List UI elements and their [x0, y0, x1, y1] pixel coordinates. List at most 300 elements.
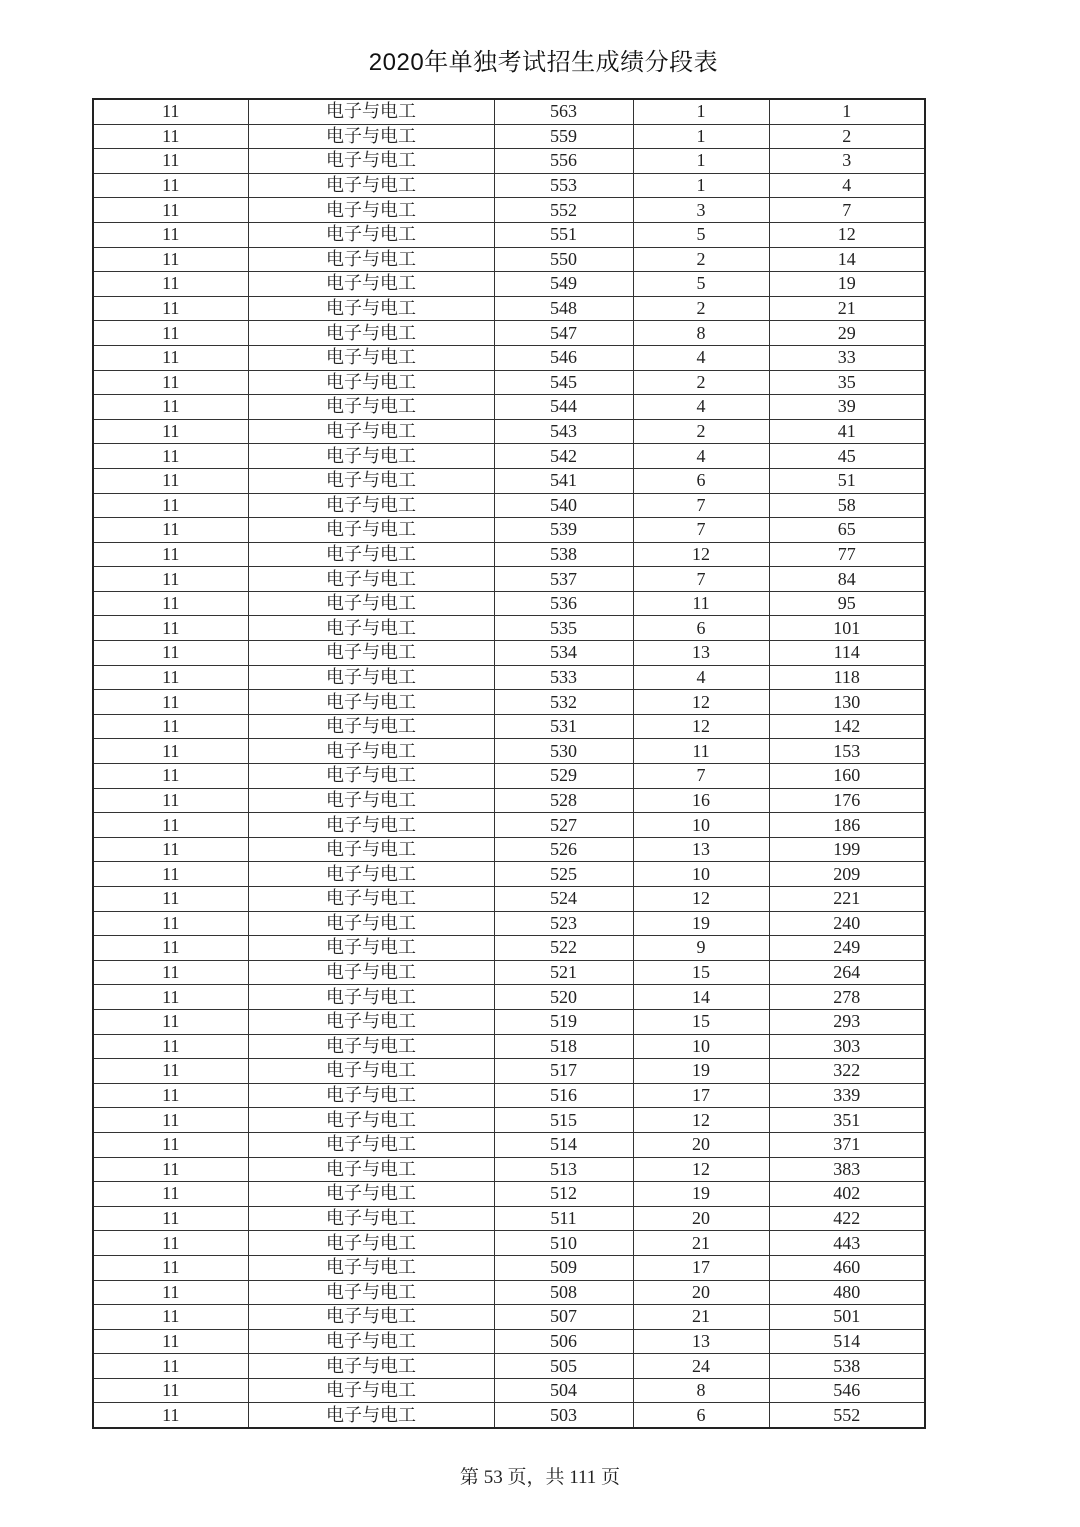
table-row	[93, 173, 925, 198]
score-cell: 523	[494, 911, 633, 936]
score-cell: 551	[494, 222, 633, 247]
subject-cell: 电子与电工	[248, 1403, 494, 1428]
score-cell: 545	[494, 370, 633, 395]
score-cell: 556	[494, 149, 633, 174]
cumulative-count-cell: 35	[769, 370, 925, 395]
table-row	[93, 887, 925, 912]
score-cell: 515	[494, 1108, 633, 1133]
category-code-cell: 11	[93, 173, 248, 198]
subject-cell: 电子与电工	[248, 542, 494, 567]
score-cell: 525	[494, 862, 633, 887]
score-cell: 509	[494, 1255, 633, 1280]
table-row	[93, 1132, 925, 1157]
category-code-cell: 11	[93, 714, 248, 739]
score-cell: 538	[494, 542, 633, 567]
subject-cell: 电子与电工	[248, 345, 494, 370]
score-cell: 521	[494, 960, 633, 985]
subject-cell: 电子与电工	[248, 1034, 494, 1059]
cumulative-count-cell: 65	[769, 518, 925, 543]
category-code-cell: 11	[93, 272, 248, 297]
subject-cell: 电子与电工	[248, 1305, 494, 1330]
score-cell: 520	[494, 985, 633, 1010]
category-code-cell: 11	[93, 1059, 248, 1084]
cumulative-count-cell: 371	[769, 1132, 925, 1157]
score-cell: 519	[494, 1009, 633, 1034]
count-cell: 19	[633, 1059, 769, 1084]
category-code-cell: 11	[93, 813, 248, 838]
cumulative-count-cell: 264	[769, 960, 925, 985]
category-code-cell: 11	[93, 1329, 248, 1354]
category-code-cell: 11	[93, 985, 248, 1010]
subject-cell: 电子与电工	[248, 1329, 494, 1354]
category-code-cell: 11	[93, 1157, 248, 1182]
subject-cell: 电子与电工	[248, 1157, 494, 1182]
count-cell: 4	[633, 444, 769, 469]
table-row	[93, 788, 925, 813]
score-cell: 559	[494, 124, 633, 149]
cumulative-count-cell: 383	[769, 1157, 925, 1182]
table-row	[93, 1157, 925, 1182]
count-cell: 21	[633, 1305, 769, 1330]
score-cell: 546	[494, 345, 633, 370]
subject-cell: 电子与电工	[248, 493, 494, 518]
count-cell: 2	[633, 370, 769, 395]
subject-cell: 电子与电工	[248, 1206, 494, 1231]
table-row	[93, 862, 925, 887]
score-cell: 535	[494, 616, 633, 641]
cumulative-count-cell: 303	[769, 1034, 925, 1059]
cumulative-count-cell: 4	[769, 173, 925, 198]
subject-cell: 电子与电工	[248, 222, 494, 247]
cumulative-count-cell: 114	[769, 641, 925, 666]
score-cell: 548	[494, 296, 633, 321]
footer-page-mid: 页，共	[502, 1467, 570, 1488]
cumulative-count-cell: 95	[769, 591, 925, 616]
count-cell: 14	[633, 985, 769, 1010]
cumulative-count-cell: 33	[769, 345, 925, 370]
subject-cell: 电子与电工	[248, 370, 494, 395]
table-row	[93, 468, 925, 493]
cumulative-count-cell: 118	[769, 665, 925, 690]
table-row	[93, 960, 925, 985]
count-cell: 10	[633, 862, 769, 887]
count-cell: 17	[633, 1083, 769, 1108]
count-cell: 7	[633, 567, 769, 592]
count-cell: 20	[633, 1132, 769, 1157]
cumulative-count-cell: 39	[769, 395, 925, 420]
table-row	[93, 1206, 925, 1231]
cumulative-count-cell: 199	[769, 837, 925, 862]
score-cell: 531	[494, 714, 633, 739]
subject-cell: 电子与电工	[248, 1009, 494, 1034]
footer-page-suffix: 页	[596, 1467, 621, 1488]
score-cell: 536	[494, 591, 633, 616]
score-cell: 512	[494, 1182, 633, 1207]
cumulative-count-cell: 19	[769, 272, 925, 297]
subject-cell: 电子与电工	[248, 1182, 494, 1207]
cumulative-count-cell: 142	[769, 714, 925, 739]
score-cell: 503	[494, 1403, 633, 1428]
count-cell: 2	[633, 419, 769, 444]
cumulative-count-cell: 402	[769, 1182, 925, 1207]
subject-cell: 电子与电工	[248, 444, 494, 469]
count-cell: 15	[633, 960, 769, 985]
table-row	[93, 149, 925, 174]
category-code-cell: 11	[93, 1083, 248, 1108]
count-cell: 7	[633, 518, 769, 543]
category-code-cell: 11	[93, 690, 248, 715]
subject-cell: 电子与电工	[248, 813, 494, 838]
cumulative-count-cell: 186	[769, 813, 925, 838]
table-row	[93, 616, 925, 641]
table-row	[93, 1329, 925, 1354]
cumulative-count-cell: 1	[769, 99, 925, 124]
table-row	[93, 198, 925, 223]
count-cell: 24	[633, 1354, 769, 1379]
score-cell: 507	[494, 1305, 633, 1330]
count-cell: 6	[633, 1403, 769, 1428]
table-row	[93, 985, 925, 1010]
cumulative-count-cell: 7	[769, 198, 925, 223]
table-row	[93, 518, 925, 543]
subject-cell: 电子与电工	[248, 1083, 494, 1108]
category-code-cell: 11	[93, 1034, 248, 1059]
score-cell: 529	[494, 764, 633, 789]
category-code-cell: 11	[93, 739, 248, 764]
category-code-cell: 11	[93, 1280, 248, 1305]
category-code-cell: 11	[93, 862, 248, 887]
table-row	[93, 567, 925, 592]
footer-page-prefix: 第	[459, 1467, 484, 1488]
count-cell: 12	[633, 714, 769, 739]
cumulative-count-cell: 240	[769, 911, 925, 936]
subject-cell: 电子与电工	[248, 641, 494, 666]
subject-cell: 电子与电工	[248, 567, 494, 592]
count-cell: 16	[633, 788, 769, 813]
score-cell: 530	[494, 739, 633, 764]
category-code-cell: 11	[93, 641, 248, 666]
count-cell: 17	[633, 1255, 769, 1280]
table-row	[93, 99, 925, 124]
table-row	[93, 591, 925, 616]
table-row	[93, 247, 925, 272]
score-cell: 506	[494, 1329, 633, 1354]
subject-cell: 电子与电工	[248, 419, 494, 444]
subject-cell: 电子与电工	[248, 788, 494, 813]
category-code-cell: 11	[93, 419, 248, 444]
table-row	[93, 1231, 925, 1256]
cumulative-count-cell: 278	[769, 985, 925, 1010]
category-code-cell: 11	[93, 887, 248, 912]
table-row	[93, 542, 925, 567]
table-row	[93, 813, 925, 838]
table-row	[93, 1083, 925, 1108]
score-cell: 539	[494, 518, 633, 543]
subject-cell: 电子与电工	[248, 1280, 494, 1305]
category-code-cell: 11	[93, 567, 248, 592]
table-row	[93, 911, 925, 936]
count-cell: 1	[633, 124, 769, 149]
category-code-cell: 11	[93, 444, 248, 469]
score-cell: 516	[494, 1083, 633, 1108]
count-cell: 8	[633, 321, 769, 346]
cumulative-count-cell: 546	[769, 1378, 925, 1403]
subject-cell: 电子与电工	[248, 173, 494, 198]
subject-cell: 电子与电工	[248, 739, 494, 764]
table-row	[93, 222, 925, 247]
subject-cell: 电子与电工	[248, 837, 494, 862]
count-cell: 12	[633, 887, 769, 912]
score-cell: 549	[494, 272, 633, 297]
page-footer	[0, 1462, 1080, 1489]
count-cell: 5	[633, 272, 769, 297]
cumulative-count-cell: 552	[769, 1403, 925, 1428]
category-code-cell: 11	[93, 222, 248, 247]
cumulative-count-cell: 21	[769, 296, 925, 321]
score-cell: 526	[494, 837, 633, 862]
subject-cell: 电子与电工	[248, 887, 494, 912]
score-cell: 514	[494, 1132, 633, 1157]
score-cell: 534	[494, 641, 633, 666]
score-cell: 542	[494, 444, 633, 469]
footer-total-pages: 111	[569, 1467, 597, 1488]
score-cell: 510	[494, 1231, 633, 1256]
cumulative-count-cell: 160	[769, 764, 925, 789]
table-row	[93, 1009, 925, 1034]
cumulative-count-cell: 12	[769, 222, 925, 247]
score-cell: 553	[494, 173, 633, 198]
subject-cell: 电子与电工	[248, 1231, 494, 1256]
category-code-cell: 11	[93, 149, 248, 174]
cumulative-count-cell: 460	[769, 1255, 925, 1280]
cumulative-count-cell: 130	[769, 690, 925, 715]
subject-cell: 电子与电工	[248, 1059, 494, 1084]
count-cell: 8	[633, 1378, 769, 1403]
subject-cell: 电子与电工	[248, 1132, 494, 1157]
subject-cell: 电子与电工	[248, 1108, 494, 1133]
count-cell: 1	[633, 99, 769, 124]
table-row	[93, 345, 925, 370]
cumulative-count-cell: 422	[769, 1206, 925, 1231]
page-title: 2020年单独考试招生成绩分段表	[368, 49, 719, 76]
category-code-cell: 11	[93, 764, 248, 789]
score-cell: 511	[494, 1206, 633, 1231]
score-cell: 544	[494, 395, 633, 420]
table-row	[93, 296, 925, 321]
score-cell: 541	[494, 468, 633, 493]
category-code-cell: 11	[93, 518, 248, 543]
table-body	[93, 99, 925, 1428]
table-row	[93, 493, 925, 518]
score-cell: 528	[494, 788, 633, 813]
category-code-cell: 11	[93, 345, 248, 370]
subject-cell: 电子与电工	[248, 862, 494, 887]
cumulative-count-cell: 249	[769, 936, 925, 961]
count-cell: 1	[633, 149, 769, 174]
cumulative-count-cell: 45	[769, 444, 925, 469]
table-row	[93, 665, 925, 690]
score-cell: 508	[494, 1280, 633, 1305]
category-code-cell: 11	[93, 1132, 248, 1157]
count-cell: 3	[633, 198, 769, 223]
count-cell: 21	[633, 1231, 769, 1256]
category-code-cell: 11	[93, 591, 248, 616]
category-code-cell: 11	[93, 1403, 248, 1428]
subject-cell: 电子与电工	[248, 960, 494, 985]
count-cell: 4	[633, 395, 769, 420]
score-cell: 552	[494, 198, 633, 223]
subject-cell: 电子与电工	[248, 296, 494, 321]
cumulative-count-cell: 322	[769, 1059, 925, 1084]
table-row	[93, 1280, 925, 1305]
count-cell: 12	[633, 1157, 769, 1182]
table-row	[93, 1354, 925, 1379]
cumulative-count-cell: 339	[769, 1083, 925, 1108]
category-code-cell: 11	[93, 1354, 248, 1379]
category-code-cell: 11	[93, 395, 248, 420]
table-row	[93, 272, 925, 297]
subject-cell: 电子与电工	[248, 1378, 494, 1403]
cumulative-count-cell: 58	[769, 493, 925, 518]
count-cell: 11	[633, 591, 769, 616]
subject-cell: 电子与电工	[248, 247, 494, 272]
subject-cell: 电子与电工	[248, 1354, 494, 1379]
category-code-cell: 11	[93, 616, 248, 641]
count-cell: 2	[633, 296, 769, 321]
category-code-cell: 11	[93, 911, 248, 936]
table-row	[93, 714, 925, 739]
score-cell: 532	[494, 690, 633, 715]
subject-cell: 电子与电工	[248, 1255, 494, 1280]
count-cell: 13	[633, 837, 769, 862]
subject-cell: 电子与电工	[248, 616, 494, 641]
score-cell: 537	[494, 567, 633, 592]
cumulative-count-cell: 514	[769, 1329, 925, 1354]
score-cell: 504	[494, 1378, 633, 1403]
category-code-cell: 11	[93, 1182, 248, 1207]
category-code-cell: 11	[93, 665, 248, 690]
category-code-cell: 11	[93, 788, 248, 813]
score-cell: 513	[494, 1157, 633, 1182]
category-code-cell: 11	[93, 542, 248, 567]
score-distribution-table	[92, 98, 926, 1429]
count-cell: 19	[633, 911, 769, 936]
footer-page-number: 53	[483, 1467, 503, 1488]
subject-cell: 电子与电工	[248, 665, 494, 690]
count-cell: 13	[633, 641, 769, 666]
count-cell: 4	[633, 345, 769, 370]
cumulative-count-cell: 480	[769, 1280, 925, 1305]
table-row	[93, 1403, 925, 1428]
table-row	[93, 124, 925, 149]
category-code-cell: 11	[93, 198, 248, 223]
cumulative-count-cell: 538	[769, 1354, 925, 1379]
cumulative-count-cell: 351	[769, 1108, 925, 1133]
count-cell: 12	[633, 690, 769, 715]
subject-cell: 电子与电工	[248, 985, 494, 1010]
count-cell: 20	[633, 1206, 769, 1231]
count-cell: 10	[633, 1034, 769, 1059]
table-row	[93, 1305, 925, 1330]
cumulative-count-cell: 51	[769, 468, 925, 493]
cumulative-count-cell: 101	[769, 616, 925, 641]
count-cell: 9	[633, 936, 769, 961]
table-row	[93, 419, 925, 444]
category-code-cell: 11	[93, 1305, 248, 1330]
table-row	[93, 690, 925, 715]
score-cell: 524	[494, 887, 633, 912]
score-cell: 543	[494, 419, 633, 444]
score-cell: 527	[494, 813, 633, 838]
table-row	[93, 739, 925, 764]
subject-cell: 电子与电工	[248, 591, 494, 616]
cumulative-count-cell: 153	[769, 739, 925, 764]
count-cell: 4	[633, 665, 769, 690]
category-code-cell: 11	[93, 321, 248, 346]
category-code-cell: 11	[93, 1009, 248, 1034]
count-cell: 10	[633, 813, 769, 838]
cumulative-count-cell: 2	[769, 124, 925, 149]
count-cell: 19	[633, 1182, 769, 1207]
subject-cell: 电子与电工	[248, 99, 494, 124]
table-row	[93, 444, 925, 469]
cumulative-count-cell: 176	[769, 788, 925, 813]
score-cell: 547	[494, 321, 633, 346]
cumulative-count-cell: 29	[769, 321, 925, 346]
category-code-cell: 11	[93, 296, 248, 321]
category-code-cell: 11	[93, 1206, 248, 1231]
category-code-cell: 11	[93, 936, 248, 961]
category-code-cell: 11	[93, 960, 248, 985]
score-cell: 563	[494, 99, 633, 124]
score-cell: 550	[494, 247, 633, 272]
count-cell: 12	[633, 542, 769, 567]
subject-cell: 电子与电工	[248, 198, 494, 223]
count-cell: 6	[633, 616, 769, 641]
count-cell: 13	[633, 1329, 769, 1354]
table-row	[93, 837, 925, 862]
cumulative-count-cell: 501	[769, 1305, 925, 1330]
table-row	[93, 936, 925, 961]
subject-cell: 电子与电工	[248, 764, 494, 789]
table-row	[93, 1182, 925, 1207]
category-code-cell: 11	[93, 99, 248, 124]
category-code-cell: 11	[93, 468, 248, 493]
subject-cell: 电子与电工	[248, 395, 494, 420]
subject-cell: 电子与电工	[248, 272, 494, 297]
category-code-cell: 11	[93, 493, 248, 518]
table-row	[93, 395, 925, 420]
subject-cell: 电子与电工	[248, 936, 494, 961]
table-row	[93, 1108, 925, 1133]
score-cell: 540	[494, 493, 633, 518]
cumulative-count-cell: 77	[769, 542, 925, 567]
count-cell: 12	[633, 1108, 769, 1133]
score-cell: 517	[494, 1059, 633, 1084]
count-cell: 5	[633, 222, 769, 247]
count-cell: 1	[633, 173, 769, 198]
table-row	[93, 641, 925, 666]
score-cell: 533	[494, 665, 633, 690]
subject-cell: 电子与电工	[248, 468, 494, 493]
score-cell: 505	[494, 1354, 633, 1379]
table-row	[93, 1378, 925, 1403]
cumulative-count-cell: 443	[769, 1231, 925, 1256]
subject-cell: 电子与电工	[248, 124, 494, 149]
table-row	[93, 1034, 925, 1059]
category-code-cell: 11	[93, 370, 248, 395]
cumulative-count-cell: 14	[769, 247, 925, 272]
